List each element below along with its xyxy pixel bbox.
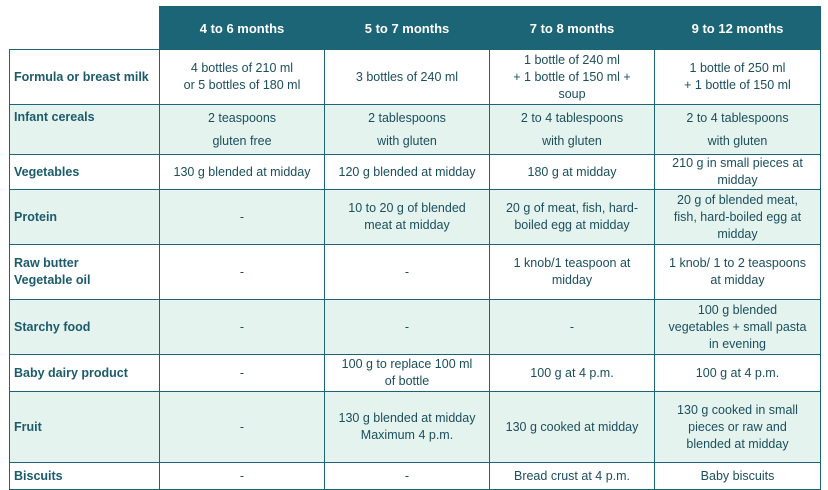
- cell-line: 130 g blended at midday: [338, 411, 476, 425]
- row-label-starchy-food: Starchy food: [10, 300, 160, 355]
- row-label-baby-dairy: Baby dairy product: [10, 355, 160, 392]
- cell-line: 1 bottle of 240 ml: [524, 52, 620, 67]
- cell-line: -: [239, 419, 245, 434]
- cell-line: 1 bottle of 250 ml: [689, 61, 786, 75]
- cell-line: 100 g blended: [697, 302, 778, 317]
- cell-line: blended at midday: [686, 436, 789, 451]
- cell-cereals-4-6: [160, 105, 325, 155]
- cell-line: 130 g cooked in small: [677, 402, 798, 417]
- cell-line: 100 g at 4 p.m.: [695, 365, 780, 380]
- row-label-protein: Protein: [10, 190, 160, 245]
- header-7-to-8-months: 7 to 8 months: [490, 7, 655, 50]
- cell-line: midday: [717, 173, 758, 187]
- cell-line: 1 knob/1 teaspoon at: [513, 256, 631, 270]
- table-row-baby-dairy: [10, 355, 821, 392]
- cell-formula-5-7: [325, 50, 490, 105]
- infant-feeding-table: [9, 6, 821, 490]
- cell-line: gluten free: [212, 133, 272, 148]
- cell-line: with gluten: [377, 133, 437, 148]
- cell-line: 100 g at 4 p.m.: [530, 365, 614, 380]
- cell-line: -: [239, 319, 245, 334]
- cell-line: 2 teaspoons: [207, 110, 277, 125]
- cell-line: 2 to 4 tablespoons: [520, 110, 624, 125]
- cell-line: at midday: [710, 273, 765, 287]
- cell-protein-5-7: [325, 190, 490, 245]
- header-4-to-6-months: 4 to 6 months: [160, 7, 325, 50]
- table-row-infant-cereals: [10, 105, 821, 155]
- cell-protein-4-6: [160, 190, 325, 245]
- cell-line: 20 g of meat, fish, hard-: [505, 201, 638, 215]
- cell-line: of bottle: [384, 374, 430, 388]
- cell-dairy-9-12: [655, 355, 821, 392]
- cell-line: + 1 bottle of 150 ml: [684, 78, 791, 92]
- cell-line: -: [404, 264, 410, 279]
- table-row-biscuits: [10, 463, 821, 490]
- header-corner-cell: [10, 7, 160, 50]
- cell-cereals-5-7: [325, 105, 490, 155]
- cell-butter-7-8: [490, 245, 655, 300]
- table-row-vegetables: [10, 155, 821, 190]
- cell-biscuits-7-8: [490, 463, 655, 490]
- cell-biscuits-9-12: [655, 463, 821, 490]
- cell-line: 130 g blended at midday: [173, 164, 311, 179]
- row-label-infant-cereals: Infant cereals: [10, 105, 160, 155]
- header-5-to-7-months: 5 to 7 months: [325, 7, 490, 50]
- cell-line: 4 bottles of 210 ml: [190, 61, 294, 75]
- row-label-vegetables: Vegetables: [10, 155, 160, 190]
- cell-starchy-7-8: [490, 300, 655, 355]
- table-row-butter-oil: [10, 245, 821, 300]
- cell-line: -: [239, 264, 245, 279]
- cell-line: 2 to 4 tablespoons: [686, 110, 789, 125]
- cell-line: 100 g to replace 100 ml: [341, 357, 473, 371]
- cell-line: 1 knob/ 1 to 2 teaspoons: [669, 256, 806, 270]
- cell-line: meat at midday: [364, 218, 450, 232]
- cell-line: 20 g of blended meat,: [677, 192, 798, 207]
- cell-biscuits-5-7: [325, 463, 490, 490]
- cell-line: Bread crust at 4 p.m.: [513, 468, 631, 483]
- cell-formula-7-8: [490, 50, 655, 105]
- cell-vegetables-5-7: [325, 155, 490, 190]
- row-label-biscuits: Biscuits: [10, 463, 160, 490]
- cell-vegetables-4-6: [160, 155, 325, 190]
- cell-line: + 1 bottle of 150 ml +: [513, 69, 631, 84]
- cell-line: Maximum 4 p.m.: [360, 428, 454, 442]
- cell-dairy-5-7: [325, 355, 490, 392]
- row-label-line: Vegetable oil: [14, 273, 91, 287]
- cell-dairy-4-6: [160, 355, 325, 392]
- cell-line: with gluten: [707, 133, 768, 148]
- table-row-formula: [10, 50, 821, 105]
- cell-butter-9-12: [655, 245, 821, 300]
- cell-line: -: [404, 319, 410, 334]
- row-label-fruit: Fruit: [10, 392, 160, 463]
- cell-line: Baby biscuits: [700, 468, 775, 483]
- cell-starchy-9-12: [655, 300, 821, 355]
- cell-fruit-4-6: [160, 392, 325, 463]
- cell-dairy-7-8: [490, 355, 655, 392]
- row-label-line: Raw butter: [14, 256, 79, 270]
- cell-line: 10 to 20 g of blended: [348, 201, 466, 215]
- cell-line: soup: [558, 86, 586, 101]
- cell-line: -: [569, 319, 575, 334]
- cell-butter-5-7: [325, 245, 490, 300]
- feeding-table-container: [9, 6, 820, 490]
- cell-line: 3 bottles of 240 ml: [355, 69, 459, 84]
- cell-fruit-9-12: [655, 392, 821, 463]
- cell-line: 120 g blended at midday: [338, 164, 476, 179]
- cell-line: midday: [717, 226, 758, 241]
- cell-line: midday: [551, 273, 593, 287]
- cell-line: -: [239, 209, 245, 224]
- cell-line: fish, hard-boiled egg at: [673, 209, 802, 224]
- cell-starchy-5-7: [325, 300, 490, 355]
- cell-butter-4-6: [160, 245, 325, 300]
- cell-line: 130 g cooked at midday: [505, 419, 639, 434]
- cell-cereals-9-12: [655, 105, 821, 155]
- cell-vegetables-9-12: [655, 155, 821, 190]
- cell-fruit-7-8: [490, 392, 655, 463]
- header-row: [10, 7, 821, 50]
- cell-line: with gluten: [542, 133, 602, 148]
- header-9-to-12-months: 9 to 12 months: [655, 7, 821, 50]
- cell-line: pieces or raw and: [688, 419, 787, 434]
- cell-line: vegetables + small pasta: [668, 319, 807, 334]
- cell-protein-9-12: [655, 190, 821, 245]
- cell-protein-7-8: [490, 190, 655, 245]
- cell-fruit-5-7: [325, 392, 490, 463]
- cell-vegetables-7-8: [490, 155, 655, 190]
- cell-line: 2 tablespoons: [368, 110, 446, 125]
- cell-line: boiled egg at midday: [514, 218, 630, 232]
- cell-line: 180 g at midday: [527, 164, 617, 179]
- table-row-protein: [10, 190, 821, 245]
- cell-formula-9-12: [655, 50, 821, 105]
- cell-cereals-7-8: [490, 105, 655, 155]
- cell-starchy-4-6: [160, 300, 325, 355]
- cell-line: or 5 bottles of 180 ml: [183, 78, 301, 92]
- cell-line: in evening: [709, 336, 766, 351]
- row-label-butter-oil: [10, 245, 160, 300]
- cell-line: -: [239, 468, 245, 483]
- cell-line: -: [404, 468, 410, 483]
- table-row-fruit: [10, 392, 821, 463]
- cell-biscuits-4-6: [160, 463, 325, 490]
- cell-line: 210 g in small pieces at: [672, 156, 803, 170]
- table-row-starchy-food: [10, 300, 821, 355]
- cell-line: -: [239, 365, 245, 380]
- cell-formula-4-6: [160, 50, 325, 105]
- row-label-formula: Formula or breast milk: [10, 50, 160, 105]
